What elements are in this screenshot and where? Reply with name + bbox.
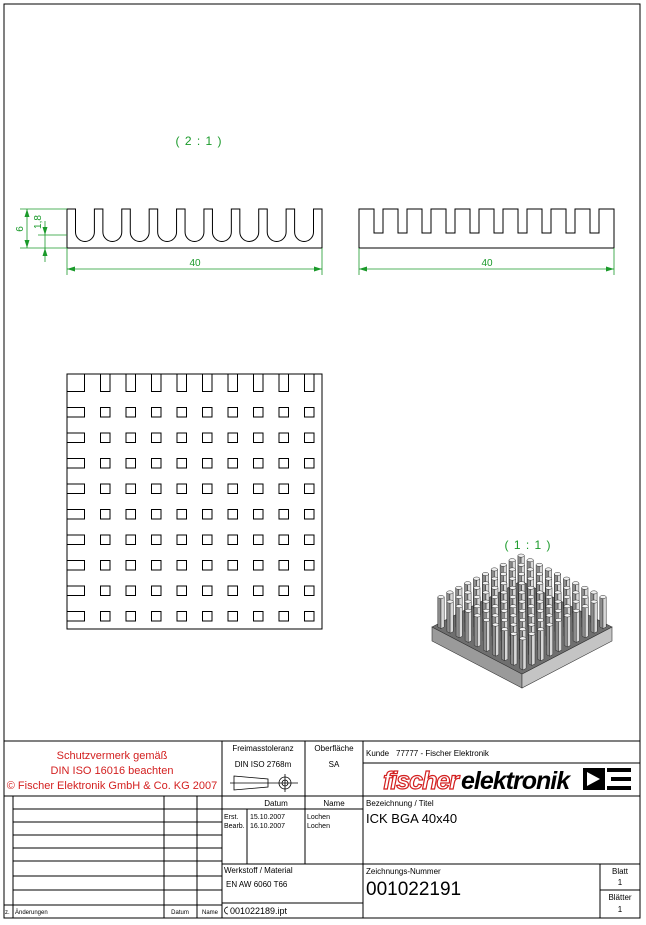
top-view-pin: [177, 586, 187, 596]
iso-pin-top: [519, 582, 525, 585]
top-view-outline: [67, 374, 322, 629]
top-view-pin: [305, 561, 315, 571]
customer-label: Kunde: [366, 749, 390, 758]
top-view-pin: [203, 586, 213, 596]
top-view-pin: [67, 459, 85, 469]
iso-pin-top: [573, 609, 579, 612]
logo-arrow-icon: [583, 768, 631, 790]
bearb-name: Lochen: [307, 823, 330, 830]
top-view-pin: [305, 374, 315, 392]
erst-name: Lochen: [307, 814, 330, 821]
iso-pin-top: [591, 600, 597, 603]
iso-pin-top: [555, 609, 561, 612]
top-view-pin: [305, 586, 315, 596]
iso-pin-top: [465, 600, 471, 603]
iso-pin-top: [483, 618, 489, 621]
iso-pin-top: [509, 559, 515, 562]
iso-pin-left: [555, 620, 558, 652]
iso-pin-top: [555, 618, 561, 621]
top-view-pin: [254, 612, 264, 622]
top-view-pin: [152, 374, 162, 392]
top-view-pin: [126, 561, 136, 571]
iso-pin-left: [511, 634, 514, 666]
drawing-number-label: Zeichnungs-Nummer: [366, 867, 441, 876]
logo-part-fischer: fischer: [383, 767, 458, 795]
iso-pin-top: [502, 628, 508, 631]
iso-pin-top: [537, 609, 543, 612]
iso-pin-left: [546, 625, 549, 657]
top-view-pin: [279, 510, 289, 520]
top-view-pin: [177, 612, 187, 622]
top-view-pin: [305, 535, 315, 545]
iso-pin-top: [492, 623, 498, 626]
top-view-pin: [203, 433, 213, 443]
top-view-pin: [305, 612, 315, 622]
iso-pin-right: [459, 606, 462, 638]
iso-pin-right: [550, 625, 553, 657]
iso-pin-top: [519, 609, 525, 612]
iso-pin-top: [555, 591, 561, 594]
top-view-pin: [254, 586, 264, 596]
iso-pin-top: [591, 591, 597, 594]
iso-pin-top: [538, 628, 544, 631]
iso-pin-left: [564, 615, 567, 647]
top-view-pin: [126, 408, 136, 418]
iso-pin-top: [447, 600, 453, 603]
top-view-pin: [203, 535, 213, 545]
material-value: EN AW 6060 T66: [226, 880, 288, 889]
top-view-pin: [126, 535, 136, 545]
bearb-label: Bearb.: [224, 823, 245, 830]
iso-pin-top: [456, 595, 462, 598]
iso-pin-right: [505, 629, 508, 661]
top-view-pin: [203, 612, 213, 622]
iso-pin-top: [528, 623, 534, 626]
top-view-pin: [152, 459, 162, 469]
top-view-pin: [228, 510, 238, 520]
top-view-pin: [126, 459, 136, 469]
copyright-line-3: © Fischer Elektronik GmbH & Co. KG 2007: [6, 780, 218, 792]
iso-pin-top: [456, 586, 462, 589]
top-view-pin: [279, 484, 289, 494]
top-view-pin: [67, 612, 85, 622]
iso-pin-top: [536, 572, 542, 575]
sheets-value: 1: [617, 905, 623, 914]
iso-pin-top: [573, 591, 579, 594]
top-view-pin: [254, 484, 264, 494]
iso-pin-top: [546, 605, 552, 608]
iso-pin-top: [564, 614, 570, 617]
top-view-pin: [305, 510, 315, 520]
top-view-pin: [279, 561, 289, 571]
copyright-line-1: Schutzvermerk gemäß: [56, 750, 168, 762]
top-view-pin: [254, 433, 264, 443]
iso-pin-right: [541, 629, 544, 661]
tolerance-value: DIN ISO 2768m: [234, 760, 292, 769]
iso-pin-top: [456, 605, 462, 608]
iso-pin-top: [491, 568, 497, 571]
col-header-date: Datum: [264, 799, 288, 808]
top-view-pin: [203, 484, 213, 494]
top-view-pin: [67, 586, 85, 596]
footer-date: Datum: [171, 910, 189, 916]
top-view-pin: [101, 484, 111, 494]
iso-pin-top: [509, 577, 515, 580]
iso-pin-right: [514, 634, 517, 666]
top-view-pin: [279, 433, 289, 443]
top-view-pin: [126, 612, 136, 622]
top-view-pin: [279, 586, 289, 596]
iso-pin-top: [563, 577, 569, 580]
top-view-pin: [67, 484, 85, 494]
iso-pin-top: [518, 554, 524, 557]
iso-pin-top: [519, 618, 525, 621]
iso-pin-left: [438, 597, 441, 629]
top-view-pin: [67, 408, 85, 418]
iso-pin-top: [501, 591, 507, 594]
top-view-pin: [101, 459, 111, 469]
surface-value: SA: [328, 760, 340, 769]
iso-pin-top: [501, 600, 507, 603]
iso-pin-right: [450, 602, 453, 634]
drawing-number-value: 001022191: [366, 879, 462, 900]
iso-pin-left: [474, 615, 477, 647]
iso-pin-top: [555, 600, 561, 603]
top-view-pin: [177, 510, 187, 520]
iso-pin-top: [492, 595, 498, 598]
top-view-pin: [254, 535, 264, 545]
iso-pin-top: [537, 618, 543, 621]
top-view-pin: [305, 433, 315, 443]
iso-pin-top: [520, 628, 526, 631]
top-view-pin: [101, 510, 111, 520]
top-view-pin: [177, 433, 187, 443]
iso-pin-top: [554, 572, 560, 575]
iso-pin-top: [527, 559, 533, 562]
heatsink-side-profile-left: [67, 209, 322, 248]
iso-pin-top: [545, 568, 551, 571]
top-view-pin: [126, 510, 136, 520]
projection-symbol-icon: [230, 774, 298, 792]
scale-label-iso: ( 1 : 1 ): [504, 538, 552, 552]
iso-pin-top: [465, 609, 471, 612]
top-view-pin: [152, 535, 162, 545]
top-view-pin: [228, 561, 238, 571]
iso-pin-right: [468, 611, 471, 643]
top-view-pin: [101, 535, 111, 545]
top-view-pin: [228, 408, 238, 418]
bearb-date: 16.10.2007: [250, 823, 286, 830]
iso-pin-left: [529, 634, 532, 666]
top-view-pin: [254, 459, 264, 469]
top-view-pin: [177, 484, 187, 494]
iso-pin-top: [510, 605, 516, 608]
top-view-pin: [126, 586, 136, 596]
top-view-pin: [203, 408, 213, 418]
top-view-pin: [254, 408, 264, 418]
iso-pin-left: [447, 602, 450, 634]
dimension-base-value: 1,8: [33, 215, 44, 229]
top-view-pin: [254, 374, 264, 392]
iso-pin-top: [518, 563, 524, 566]
logo-part-elektronik: elektronik: [461, 767, 570, 795]
iso-pin-right: [594, 602, 597, 634]
iso-pin-right: [523, 638, 526, 670]
top-view-pin: [101, 408, 111, 418]
top-view-pin: [203, 374, 213, 392]
heatsink-isometric-view: [432, 554, 612, 688]
top-view-pin: [228, 535, 238, 545]
top-view-pin: [228, 433, 238, 443]
top-view-pin: [254, 510, 264, 520]
iso-pin-right: [487, 620, 490, 652]
iso-pin-top: [537, 591, 543, 594]
surface-label: Oberfläche: [314, 744, 354, 753]
iso-pin-top: [573, 582, 579, 585]
top-view-pin: [228, 459, 238, 469]
iso-pin-top: [500, 572, 506, 575]
iso-pin-right: [585, 606, 588, 638]
iso-pin-top: [447, 591, 453, 594]
fischer-elektronik-logo: [383, 767, 631, 795]
iso-pin-top: [491, 577, 497, 580]
top-view-pin: [67, 535, 85, 545]
title-value: ICK BGA 40x40: [366, 811, 458, 826]
top-view-pin: [203, 561, 213, 571]
iso-pin-top: [483, 591, 489, 594]
top-view-pin: [152, 612, 162, 622]
iso-pin-left: [582, 606, 585, 638]
iso-pin-top: [582, 605, 588, 608]
sheets-label: Blätter: [608, 893, 632, 902]
top-view-pin: [254, 561, 264, 571]
iso-pin-right: [532, 634, 535, 666]
iso-pin-left: [573, 611, 576, 643]
iso-pin-top: [474, 595, 480, 598]
iso-pin-top: [582, 595, 588, 598]
top-view-pin: [228, 484, 238, 494]
iso-pin-top: [527, 568, 533, 571]
iso-pin-top: [510, 614, 516, 617]
iso-pin-top: [546, 586, 552, 589]
top-view-pin: [228, 374, 238, 392]
iso-pin-top: [519, 591, 525, 594]
top-view-pin: [279, 374, 289, 392]
iso-pin-top: [510, 623, 516, 626]
iso-pin-top: [564, 605, 570, 608]
file-c-icon: [225, 907, 228, 914]
iso-pin-left: [483, 620, 486, 652]
iso-pin-top: [546, 623, 552, 626]
top-view-pin: [177, 459, 187, 469]
material-label: Werkstoff / Material: [224, 866, 293, 875]
top-view-pin: [101, 561, 111, 571]
iso-pin-top: [501, 582, 507, 585]
iso-pin-top: [474, 605, 480, 608]
iso-pin-right: [477, 615, 480, 647]
iso-pin-top: [511, 632, 517, 635]
top-view-pin: [126, 433, 136, 443]
iso-pin-left: [502, 629, 505, 661]
sheet-value: 1: [617, 878, 623, 887]
top-view-pin: [67, 510, 85, 520]
iso-pin-top: [465, 591, 471, 594]
iso-pin-top: [483, 600, 489, 603]
top-view-pin: [152, 561, 162, 571]
top-view-pin: [305, 459, 315, 469]
top-view-pin: [126, 374, 136, 392]
dimension-width-left-value: 40: [189, 258, 201, 269]
iso-pin-left: [465, 611, 468, 643]
iso-pin-right: [441, 597, 444, 629]
iso-pin-right: [496, 625, 499, 657]
iso-pin-top: [482, 572, 488, 575]
top-view-pin: [279, 535, 289, 545]
footer-name: Name: [201, 910, 219, 916]
top-view-pin: [101, 433, 111, 443]
top-view-pin: [152, 433, 162, 443]
iso-pin-right: [567, 615, 570, 647]
iso-pin-top: [510, 595, 516, 598]
iso-pin-top: [546, 614, 552, 617]
footer-z: z.: [5, 910, 10, 916]
iso-pin-top: [510, 586, 516, 589]
iso-pin-top: [438, 595, 444, 598]
iso-pin-top: [501, 609, 507, 612]
iso-pin-top: [492, 586, 498, 589]
iso-pin-top: [527, 577, 533, 580]
iso-pin-top: [537, 582, 543, 585]
iso-pin-right: [576, 611, 579, 643]
top-view-pin: [177, 374, 187, 392]
dimension-width-right-value: 40: [481, 258, 493, 269]
copyright-line-2: DIN ISO 16016 beachten: [50, 765, 174, 777]
top-view-pin: [67, 374, 85, 392]
iso-pin-left: [456, 606, 459, 638]
top-view-pin: [279, 612, 289, 622]
top-view-pin: [203, 459, 213, 469]
iso-pin-top: [474, 586, 480, 589]
top-view-pin: [101, 612, 111, 622]
iso-pin-top: [573, 600, 579, 603]
iso-pin-top: [600, 595, 606, 598]
iso-pin-top: [528, 605, 534, 608]
iso-pin-top: [500, 563, 506, 566]
top-view-pin: [228, 612, 238, 622]
col-header-name: Name: [323, 799, 345, 808]
iso-pin-top: [501, 618, 507, 621]
top-view-pin: [152, 484, 162, 494]
iso-pin-top: [546, 595, 552, 598]
iso-pin-top: [465, 582, 471, 585]
iso-pin-top: [564, 595, 570, 598]
footer-changes: Änderungen: [15, 910, 48, 916]
erst-label: Erst.: [224, 814, 239, 821]
top-view-pin: [305, 408, 315, 418]
top-view-pin: [126, 484, 136, 494]
iso-pin-top: [483, 582, 489, 585]
top-view-pin: [101, 374, 111, 392]
iso-pin-left: [600, 597, 603, 629]
iso-pin-top: [474, 614, 480, 617]
top-view-pin: [203, 510, 213, 520]
iso-pin-top: [528, 595, 534, 598]
iso-pin-left: [520, 638, 523, 670]
scale-label-top: ( 2 : 1 ): [175, 134, 223, 148]
iso-pin-top: [537, 600, 543, 603]
top-view-pin: [279, 408, 289, 418]
sheet-label: Blatt: [611, 867, 629, 876]
iso-pin-right: [559, 620, 562, 652]
iso-pin-top: [492, 605, 498, 608]
erst-date: 15.10.2007: [250, 814, 286, 821]
tolerance-label: Freimasstoleranz: [232, 744, 294, 753]
iso-pin-top: [492, 614, 498, 617]
top-view-pin: [101, 586, 111, 596]
iso-pin-top: [509, 568, 515, 571]
iso-pin-right: [603, 597, 606, 629]
title-label: Bezeichnung / Titel: [366, 799, 434, 808]
file-name: 001022189.ipt: [230, 906, 288, 916]
top-view-pin: [228, 586, 238, 596]
top-view-pin: [152, 510, 162, 520]
iso-pin-top: [519, 600, 525, 603]
top-view-pin: [67, 561, 85, 571]
top-view-pin: [177, 535, 187, 545]
iso-pin-left: [591, 602, 594, 634]
heatsink-top-view: [67, 374, 322, 629]
heatsink-side-profile-right: [359, 209, 614, 248]
iso-pin-left: [492, 625, 495, 657]
customer-value: 77777 - Fischer Elektronik: [396, 749, 489, 758]
top-view-pin: [177, 408, 187, 418]
iso-pin-top: [555, 582, 561, 585]
top-view-pin: [152, 408, 162, 418]
top-view-pin: [305, 484, 315, 494]
top-view-pin: [152, 586, 162, 596]
iso-pin-top: [564, 586, 570, 589]
iso-pin-top: [529, 632, 535, 635]
dimension-height-value: 6: [15, 226, 26, 232]
iso-pin-top: [582, 586, 588, 589]
iso-pin-top: [536, 563, 542, 566]
top-view-pin: [279, 459, 289, 469]
iso-pin-top: [528, 614, 534, 617]
iso-pin-top: [545, 577, 551, 580]
iso-pin-top: [518, 572, 524, 575]
iso-pin-left: [538, 629, 541, 661]
iso-pin-top: [483, 609, 489, 612]
iso-pin-top: [520, 637, 526, 640]
iso-pin-top: [528, 586, 534, 589]
top-view-pin: [67, 433, 85, 443]
iso-pin-top: [473, 577, 479, 580]
top-view-pin: [177, 561, 187, 571]
